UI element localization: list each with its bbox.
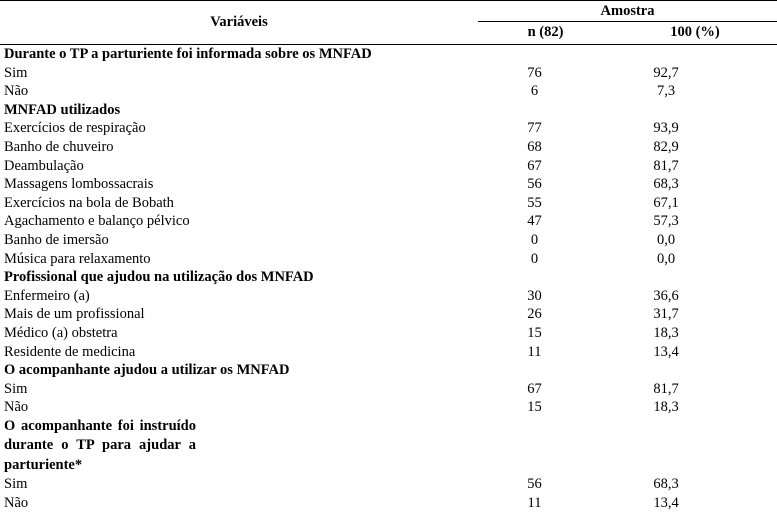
cell-percent: 93,9 bbox=[653, 120, 679, 137]
section-label: O acompanhante ajudou a utilizar os MNFAD bbox=[4, 362, 290, 379]
cell-percent: 0,0 bbox=[656, 231, 676, 248]
table-row bbox=[0, 157, 777, 176]
cell-count bbox=[478, 268, 613, 287]
table-row bbox=[0, 305, 777, 324]
cell-percent bbox=[613, 417, 777, 475]
cell-percent: 82,9 bbox=[653, 138, 679, 155]
cell-percent: 57,3 bbox=[653, 213, 679, 230]
cell-count: 0 bbox=[530, 250, 539, 267]
cell-count: 30 bbox=[527, 287, 542, 304]
cell-percent bbox=[613, 268, 777, 287]
table-row bbox=[0, 212, 777, 231]
table-row bbox=[0, 380, 777, 399]
variable-label: Mais de um profissional bbox=[4, 306, 145, 323]
variable-label: Sim bbox=[4, 476, 28, 493]
table-row bbox=[0, 175, 777, 194]
table-row bbox=[0, 64, 777, 83]
cell-percent: 92,7 bbox=[653, 64, 679, 81]
cell-count: 67 bbox=[527, 380, 542, 397]
cell-count: 0 bbox=[530, 231, 539, 248]
cell-percent: 7,3 bbox=[656, 83, 676, 100]
column-header-percent: 100 (%) bbox=[613, 22, 777, 45]
variable-label: Sim bbox=[4, 64, 28, 81]
cell-percent: 81,7 bbox=[653, 157, 679, 174]
cell-percent: 0,0 bbox=[656, 250, 676, 267]
variable-label: Sim bbox=[4, 380, 28, 397]
cell-count: 6 bbox=[530, 83, 539, 100]
table-row bbox=[0, 494, 777, 513]
cell-count: 68 bbox=[527, 138, 542, 155]
cell-count: 26 bbox=[527, 306, 542, 323]
cell-count: 15 bbox=[527, 399, 542, 416]
cell-count bbox=[478, 361, 613, 380]
column-header-variaveis: Variáveis bbox=[0, 1, 478, 45]
cell-percent bbox=[613, 361, 777, 380]
cell-count bbox=[478, 101, 613, 120]
table-row bbox=[0, 250, 777, 269]
table-row bbox=[0, 231, 777, 250]
table-section-row bbox=[0, 45, 777, 64]
table-row bbox=[0, 475, 777, 494]
table-row bbox=[0, 138, 777, 157]
variable-label: Não bbox=[4, 399, 29, 416]
section-label: O acompanhante foi instruído durante o TP para ajudar a parturiente* bbox=[4, 417, 196, 473]
variable-label: Médico (a) obstetra bbox=[4, 324, 118, 341]
column-header-n: n (82) bbox=[478, 22, 613, 45]
table-row bbox=[0, 119, 777, 138]
cell-percent: 68,3 bbox=[653, 176, 679, 193]
header-row-top bbox=[0, 1, 777, 22]
variable-label: Enfermeiro (a) bbox=[4, 287, 90, 304]
cell-count: 67 bbox=[527, 157, 542, 174]
cell-count: 47 bbox=[527, 213, 542, 230]
table-section-row bbox=[0, 101, 777, 120]
cell-count: 76 bbox=[527, 64, 542, 81]
variable-label: Banho de chuveiro bbox=[4, 138, 114, 155]
table-section-row bbox=[0, 361, 777, 380]
variable-label: Não bbox=[4, 83, 29, 100]
cell-count: 11 bbox=[527, 343, 542, 360]
cell-percent: 68,3 bbox=[653, 476, 679, 493]
cell-percent: 18,3 bbox=[653, 324, 679, 341]
variable-label: Não bbox=[4, 494, 29, 511]
variable-label: Deambulação bbox=[4, 157, 84, 174]
section-label: MNFAD utilizados bbox=[4, 101, 121, 118]
cell-count: 77 bbox=[527, 120, 542, 137]
cell-count: 56 bbox=[527, 176, 542, 193]
cell-percent: 18,3 bbox=[653, 399, 679, 416]
variable-label: Exercícios de respiração bbox=[4, 120, 146, 137]
variable-label: Exercícios na bola de Bobath bbox=[4, 194, 174, 211]
cell-count: 55 bbox=[527, 194, 542, 211]
table-row bbox=[0, 194, 777, 213]
variable-label: Música para relaxamento bbox=[4, 250, 151, 267]
table-row bbox=[0, 398, 777, 417]
table-row bbox=[0, 287, 777, 306]
cell-percent: 13,4 bbox=[653, 494, 679, 511]
table-header bbox=[0, 1, 777, 45]
table-section-row bbox=[0, 417, 777, 475]
variable-label: Residente de medicina bbox=[4, 343, 136, 360]
table-row bbox=[0, 343, 777, 362]
cell-percent: 36,6 bbox=[653, 287, 679, 304]
cell-percent: 81,7 bbox=[653, 380, 679, 397]
cell-percent: 67,1 bbox=[653, 194, 679, 211]
cell-count: 11 bbox=[527, 494, 542, 511]
cell-count: 15 bbox=[527, 324, 542, 341]
table-row bbox=[0, 82, 777, 101]
variable-label: Massagens lombossacrais bbox=[4, 176, 154, 193]
cell-percent: 13,4 bbox=[653, 343, 679, 360]
cell-count bbox=[478, 45, 613, 64]
table-section-row bbox=[0, 268, 777, 287]
cell-count: 56 bbox=[527, 476, 542, 493]
cell-count bbox=[478, 417, 613, 475]
column-header-amostra: Amostra bbox=[478, 1, 777, 22]
section-label: Durante o TP a parturiente foi informada sobre os MNFAD bbox=[4, 46, 372, 62]
variable-label: Banho de imersão bbox=[4, 231, 109, 248]
variable-label: Agachamento e balanço pélvico bbox=[4, 213, 190, 230]
section-label: Profissional que ajudou na utilização dos MNFAD bbox=[4, 269, 314, 286]
table-body bbox=[0, 45, 777, 513]
cell-percent: 31,7 bbox=[653, 306, 679, 323]
cell-percent bbox=[613, 101, 777, 120]
cell-percent bbox=[613, 45, 777, 64]
table-row bbox=[0, 324, 777, 343]
